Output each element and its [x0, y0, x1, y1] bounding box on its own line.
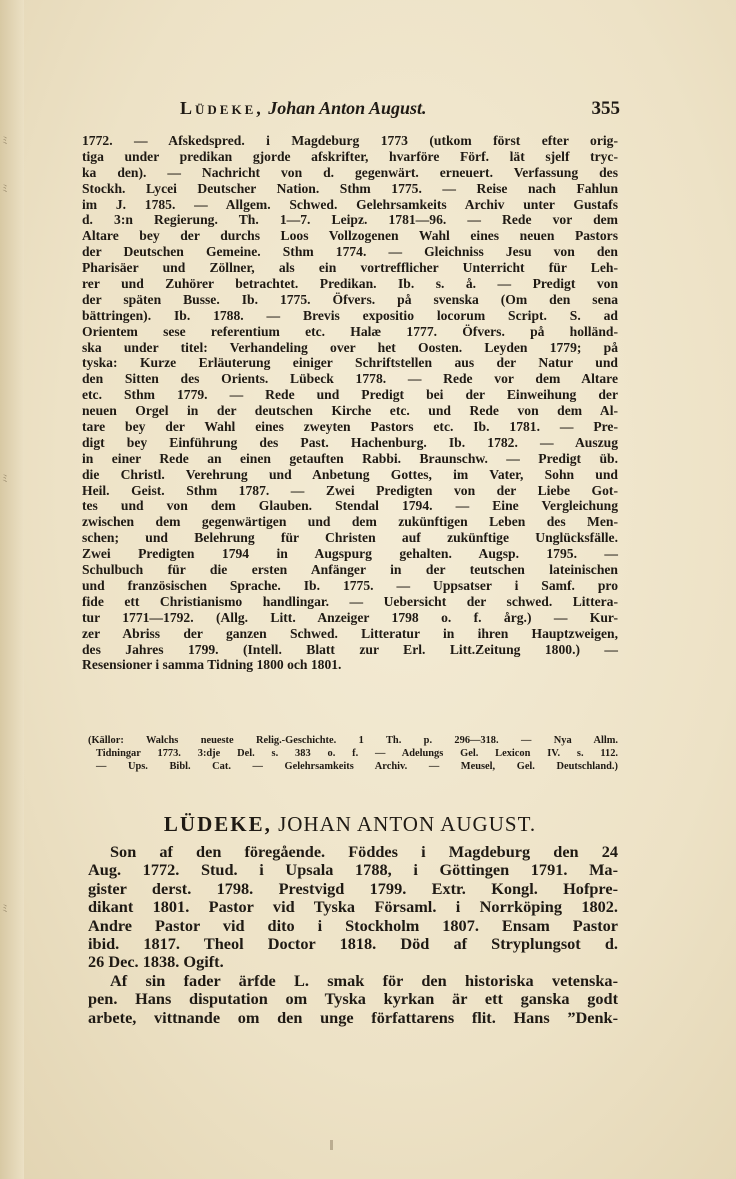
- biography-line: Aug. 1772. Stud. i Upsala 1788, i Göttingen 1791. Ma-: [88, 860, 618, 880]
- text-line: digt bey Einführung des Past. Hachenburg. Ib. 1782. — Auszug: [82, 434, 618, 450]
- entry-heading: [82, 812, 618, 837]
- entry-heading-given-names: JOHAN ANTON AUGUST.: [278, 812, 537, 836]
- text-line: Orientem sese referentium etc. Halæ 1777. Öfvers. på holländ-: [82, 323, 618, 339]
- show-through-mark: ﾐ: [2, 182, 9, 195]
- text-line: den Sitten des Orients. Lübeck 1778. — Rede vor dem Altare: [82, 371, 618, 387]
- sources-note: [88, 734, 618, 773]
- note-line: — Ups. Bibl. Cat. — Gelehrsamkeits Archiv. — Meusel, Gel. Deutschland.): [96, 761, 618, 772]
- biography-line: pen. Hans disputation om Tyska kyrkan är ett ganska godt: [88, 989, 618, 1009]
- text-line: zwischen dem gegenwärtigen und dem zukünftigen Leben des Men-: [82, 514, 618, 530]
- text-line: Altare bey der durchs Loos Vollzogenen Wahl eines neuen Pastors: [82, 228, 618, 244]
- bibliography-text: [82, 133, 618, 673]
- text-line: Resensioner i samma Tidning 1800 och 1801.: [82, 657, 342, 673]
- text-line: tare bey der Wahl eines zweyten Pastors etc. Ib. 1781. — Pre-: [82, 419, 618, 435]
- biography-line: ibid. 1817. Theol Doctor 1818. Död af Stryplungsot d.: [88, 933, 618, 953]
- biography-line: gister derst. 1798. Prestvigd 1799. Extr. Kongl. Hofpre-: [88, 878, 618, 898]
- biography-line: Andre Pastor vid dito i Stockholm 1807. Ensam Pastor: [88, 915, 618, 935]
- biography-text: [88, 843, 618, 1027]
- text-line: und französischen Sprache. Ib. 1775. — Uppsatser i Samf. pro: [82, 577, 618, 593]
- text-line: in einer Rede an einen getauften Rabbi. Braunschw. — Predigt üb.: [82, 450, 618, 466]
- running-head-surname: Lüdeke,: [180, 98, 264, 118]
- text-line: tur 1771—1792. (Allg. Litt. Anzeiger 1798 o. f. årg.) — Kur-: [82, 609, 618, 625]
- running-head: [180, 98, 427, 119]
- entry-heading-surname: LÜDEKE,: [163, 812, 272, 836]
- biography-line: Af sin fader ärfde L. smak för den historiska vetenska-: [110, 970, 618, 990]
- text-line: neuen Orgel in der deutschen Kirche etc. und Rede von dem Al-: [82, 403, 618, 419]
- text-line: fide ett Christianismo handlingar. — Uebersicht der schwed. Littera-: [82, 593, 618, 609]
- text-line: Pharisäer und Zöllner, als ein vortrefflicher Unterricht für Leh-: [82, 260, 618, 276]
- biography-line: 26 Dec. 1838. Ogift.: [88, 952, 224, 972]
- text-line: tes und von dem Glauben. Stendal 1794. — Eine Vergleichung: [82, 498, 618, 514]
- text-line: Heil. Geist. Sthm 1787. — Zwei Predigten von der Liebe Got-: [82, 482, 618, 498]
- running-head-given-names: Johan Anton August.: [268, 98, 427, 118]
- text-line: zer Abriss der ganzen Schwed. Litteratur in ihren Hauptzweigen,: [82, 625, 618, 641]
- text-line: schen; und Belehrung für Christen auf zukünftige Unglücksfälle.: [82, 530, 618, 546]
- text-line: ka den). — Nachricht von d. gegenwärt. erneuert. Verfassung des: [82, 164, 618, 180]
- text-line: die Christl. Verehrung und Anbetung Gottes, im Vater, Sohn und: [82, 466, 618, 482]
- text-line: Schulbuch für die ersten Anfänger in der teutschen lateinischen: [82, 562, 618, 578]
- show-through-mark: ﾐ: [2, 134, 9, 147]
- page-gutter: [0, 0, 24, 1179]
- biography-line: dikant 1801. Pastor vid Tyska Församl. i Norrköping 1802.: [88, 897, 618, 917]
- text-line: 1772. — Afskedspred. i Magdeburg 1773 (utkom först efter orig-: [82, 133, 618, 148]
- text-line: bättringen). Ib. 1788. — Brevis expositio locorum Script. S. ad: [82, 307, 618, 323]
- text-line: rer und Zuhörer betrachtet. Predikan. Ib. s. å. — Predigt von: [82, 276, 618, 292]
- biography-line: arbete, vittnande om den unge författarens flit. Hans ”Denk-: [88, 1007, 618, 1027]
- text-line: der Deutschen Gemeine. Sthm 1774. — Gleichniss Jesu von den: [82, 244, 618, 260]
- text-line: im J. 1785. — Allgem. Schwed. Gelehrsamkeits Archiv unter Gustafs: [82, 196, 618, 212]
- text-line: ska under titel: Verhandeling over het Oosten. Leyden 1779; på: [82, 339, 618, 355]
- page-header: [180, 98, 620, 120]
- show-through-mark: ﾐ: [2, 472, 9, 485]
- text-line: der späten Busse. Ib. 1775. Öfvers. på svenska (Om den sena: [82, 291, 618, 307]
- show-through-mark: ﾐ: [2, 902, 9, 915]
- text-line: etc. Sthm 1779. — Rede und Predigt bei der Einweihung der: [82, 387, 618, 403]
- note-line: (Källor: Walchs neueste Relig.-Geschichte. 1 Th. p. 296—318. — Nya Allm.: [88, 735, 618, 746]
- text-line: Stockh. Lycei Deutscher Nation. Sthm 1775. — Reise nach Fahlun: [82, 180, 618, 196]
- biography-line: Son af den föregående. Föddes i Magdeburg den 24: [110, 842, 618, 861]
- text-line: des Jahres 1799. (Intell. Blatt zur Erl. Litt.Zeitung 1800.) —: [82, 641, 618, 657]
- paper-blemish: [330, 1140, 333, 1150]
- text-line: d. 3:n Regierung. Th. 1—7. Leipz. 1781—96. — Rede vor dem: [82, 212, 618, 228]
- text-line: tiga under predikan gjorde afskrifter, hvarföre Förf. lät sjelf tryc-: [82, 148, 618, 164]
- page-number: 355: [591, 98, 620, 119]
- text-line: Zwei Predigten 1794 in Augspurg gehalten. Augsp. 1795. —: [82, 546, 618, 562]
- text-line: tyska: Kurze Erläuterung einiger Schriftstellen aus der Natur und: [82, 355, 618, 371]
- note-line: Tidningar 1773. 3:dje Del. s. 383 o. f. — Adelungs Gel. Lexicon IV. s. 112.: [96, 748, 618, 759]
